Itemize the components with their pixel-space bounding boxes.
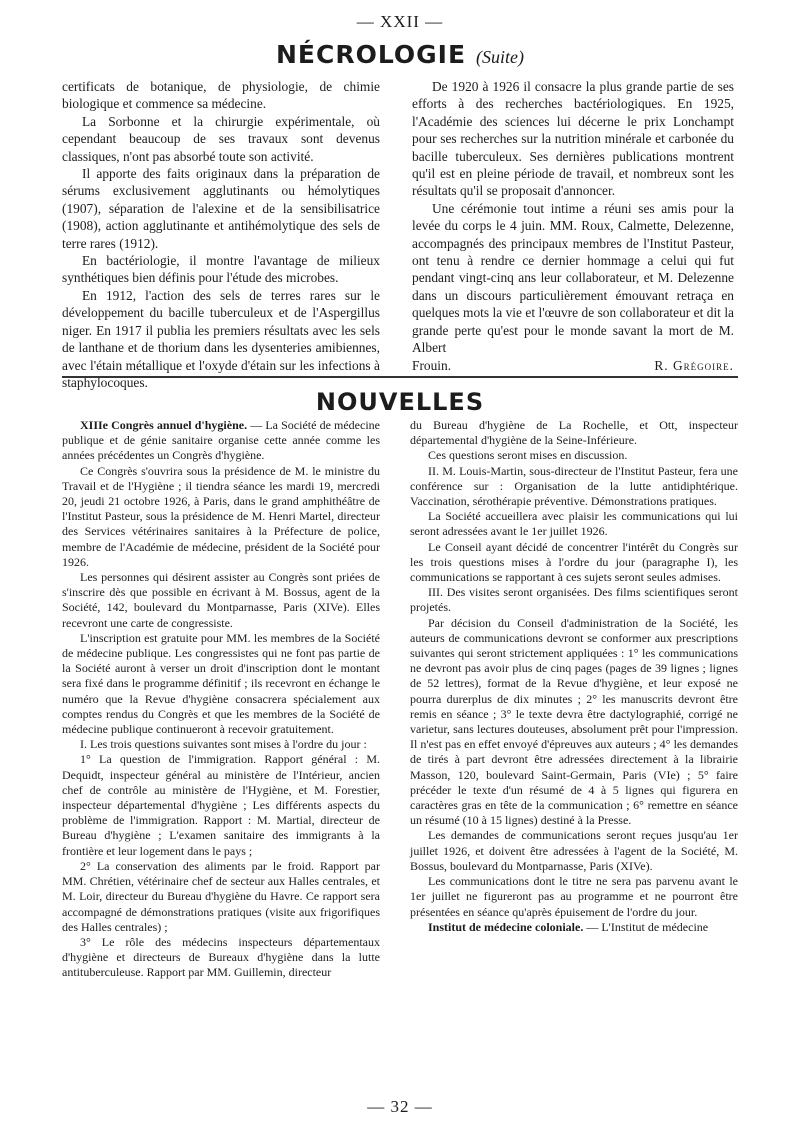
paragraph: II. M. Louis-Martin, sous-directeur de l'Institut Pasteur, fera une conférence sur : Organisation de la lutte antidiphtérique. Vaccination, sérothérapie préventive. Démonstrations pratiques. (410, 463, 738, 509)
paragraph: De 1920 à 1926 il consacre la plus grande partie de ses efforts à des recherches bactériologiques. En 1925, l'Académie des sciences lui décerne le prix Lonchampt pour ses recherches sur la nutrition minérale et carbonée du bacille tuberculeux. Ses dernières publications montrent qu'il est en pleine période de travail, et nombreux sont les résultats qu'il se proposait d'annoncer. (412, 79, 734, 199)
paragraph: du Bureau d'hygiène de La Rochelle, et Ott, inspecteur départemental d'hygiène de la Seine-Inférieure. (410, 418, 738, 448)
paragraph (410, 920, 738, 935)
paragraph: La Sorbonne et la chirurgie expérimentale, où cependant beaucoup de ses travaux sont devenus classiques, n'ont pas absorbé toute son activité. (62, 113, 380, 164)
signature-line (412, 357, 734, 374)
necrologie-heading (0, 40, 800, 69)
paragraph: Par décision du Conseil d'administration de la Société, les auteurs de communications devront se conformer aux prescriptions suivantes qui seront strictement appliquées : 1° les communications ne devront pas avoir plus de cinq pages (pages de 39 lignes ; lignes de 52 lettres), format de la Revue d'hygiène, et leur exposé ne pourra durerplus de dix minutes ; 2° les manuscrits devront être remis en séance ; 3° le texte devra être dactylographié, corrigé ne varietur, sans lectures douteuses, absolument prêt pour l'impression. Il n'est pas en effet envoyé d'épreuves aux auteurs ; 4° les demandes de tirés à part devront être adressées directement à la librairie Masson, 120, boulevard Saint-Germain, Paris (VIe) ; 5° faire précéder le texte d'un résumé de 4 à 5 lignes qui figurera en caractères gras en tête de la communication ; 6° remettre en séance un résumé (10 à 15 lignes) destiné à la Presse. (410, 615, 738, 828)
paragraph: Les personnes qui désirent assister au Congrès sont priées de s'inscrire dès que possible en écrivant à M. Bossus, agent de la Société, 142, boulevard du Montparnasse, Paris (XIVe). Elles recevront une carte de congressiste. (62, 570, 380, 630)
necrologie-column-right (412, 78, 734, 374)
paragraph: En 1912, l'action des sels de terres rares sur le développement du bacille tuberculeux et de l'Aspergillus niger. En 1917 il publia les premiers résultats avec les sels de lanthane et de thorium dans les dysenteries amibiennes, avec l'étain métallique et l'oxyde d'étain sur les infections à staphylocoques. (62, 287, 380, 390)
suite-label: (Suite) (476, 47, 525, 67)
paragraph: Les communications dont le titre ne sera pas parvenu avant le 1er juillet ne figureront pas au programme et ne pourront être présentées en séance qu'après épuisement de l'ordre du jour. (410, 874, 738, 919)
paragraph: 1° La question de l'immigration. Rapport général : M. Dequidt, inspecteur général au ministère de l'Intérieur, ancien chef de contrôle au ministère de l'Hygiène, et M. Forestier, inspecteur départemental d'hygiène ; Les différents aspects du problème de l'immigration. Rapport : M. Martial, directeur de Bureau d'hygiène ; L'examen sanitaire des immigrants à la frontière et leur logement dans le pays ; (62, 752, 380, 858)
paragraph: L'inscription est gratuite pour MM. les membres de la Société de médecine publique. Les congressistes qui ne font pas partie de la Société auront à verser un droit d'inscription dont le montant sera fixé dans le programme définitif ; ils recevront en échange le numéro que la Revue d'hygiène consacrera spécialement aux comptes rendus du Congrès et que les membres de la Société de médecine publique continueront à recevoir gratuitement. (62, 630, 380, 737)
roman-page-number: — XXII — (356, 12, 444, 31)
paragraph: Il apporte des faits originaux dans la préparation de sérums exclusivement agglutinants ou hémolytiques (1907), séparation de l'alexine et de la sensibilisatrice (1908), action agglutinante et antihémolytique des sels de terre rares (1912). (62, 166, 380, 251)
paragraph: Ces questions seront mises en discussion. (428, 448, 628, 463)
congress-heading: XIIIe Congrès annuel d'hygiène. (80, 418, 248, 432)
paragraph: La Société accueillera avec plaisir les communications qui lui seront adressées avant le 1er juillet 1926. (410, 509, 738, 539)
paragraph: Ce Congrès s'ouvrira sous la présidence de M. le ministre du Travail et de l'Hygiène ; il tiendra séance les mardi 19, mercredi 20, jeudi 21 octobre 1926, à Paris, dans le grand amphithéâtre de l'Institut Pasteur, sous la présidence de M. Henri Martel, directeur des Services vétérinaires sanitaires à la Préfecture de police, membre de l'Académie de médecine, président de la Société pour 1926. (62, 463, 380, 569)
paragraph: 3° Le rôle des médecins inspecteurs départementaux d'hygiène et directeurs de Bureaux d'hygiène dans la lutte antituberculeuse. Rapport par MM. Guillemin, directeur (62, 934, 380, 980)
footer-page-number: — 32 — (367, 1097, 433, 1116)
nouvelles-column-left (62, 418, 380, 981)
paragraph: 2° La conservation des aliments par le froid. Rapport par MM. Chrétien, vétérinaire chef de secteur aux Halles centrales, et M. Loir, directeur du Bureau d'hygiène du Havre. Ce rapport sera accompagné de démonstrations pratiques (visite aux frigorifiques des Halles centrales) ; (62, 858, 380, 934)
paragraph: Une cérémonie tout intime a réuni ses amis pour la levée du corps le 4 juin. MM. Roux, Calmette, Delezenne, accompagnés des principaux membres de l'Institut Pasteur, ont tenu à rendre ce dernier hommage a celui qui fut pendant vingt-cinq ans leur collaborateur, et M. Delezenne dans un discours particulièrement émouvant retraça en quelques mots la vie et l'œuvre de son collaborateur et dit la grande perte qu'est pour le monde savant la mort de M. Albert (412, 200, 734, 356)
paragraph: I. Les trois questions suivantes sont mises à l'ordre du jour : (80, 737, 367, 752)
author-signature: R. Grégoire. (654, 357, 734, 373)
nouvelles-column-right (410, 418, 738, 935)
institut-heading: Institut de médecine coloniale. (428, 919, 584, 934)
necrologie-column-left (62, 78, 380, 391)
paragraph: certificats de botanique, de physiologie, de chimie biologique et commence sa médecine. (62, 79, 380, 112)
nouvelles-title: NOUVELLES (315, 388, 485, 416)
paragraph: En bactériologie, il montre l'avantage de milieux synthétiques bien définis pour l'étude des microbes. (62, 253, 380, 286)
necrologie-title: NÉCROLOGIE (275, 40, 467, 69)
paragraph: III. Des visites seront organisées. Des films scientifiques seront projetés. (410, 585, 738, 615)
paragraph (62, 418, 380, 464)
congress-intro: — La Société de médecine publique et de génie sanitaire organise cette année comme les années précédentes un Congrès d'hygiène. (62, 418, 380, 463)
section-divider (62, 376, 738, 378)
institut-text: — L'Institut de médecine (586, 919, 709, 934)
paragraph: Le Conseil ayant décidé de concentrer l'intérêt du Congrès sur les trois questions mises à l'ordre du jour (paragraphe I), les communications se rapportant à ces sujets seront seules admises. (410, 539, 738, 585)
paragraph: Les demandes de communications seront reçues jusqu'au 1er juillet 1926, et doivent être adressées à l'agent de la Société, M. Bossus, boulevard du Montparnasse, Paris (XIVe). (410, 828, 738, 873)
closing-word: Frouin. (412, 357, 452, 373)
